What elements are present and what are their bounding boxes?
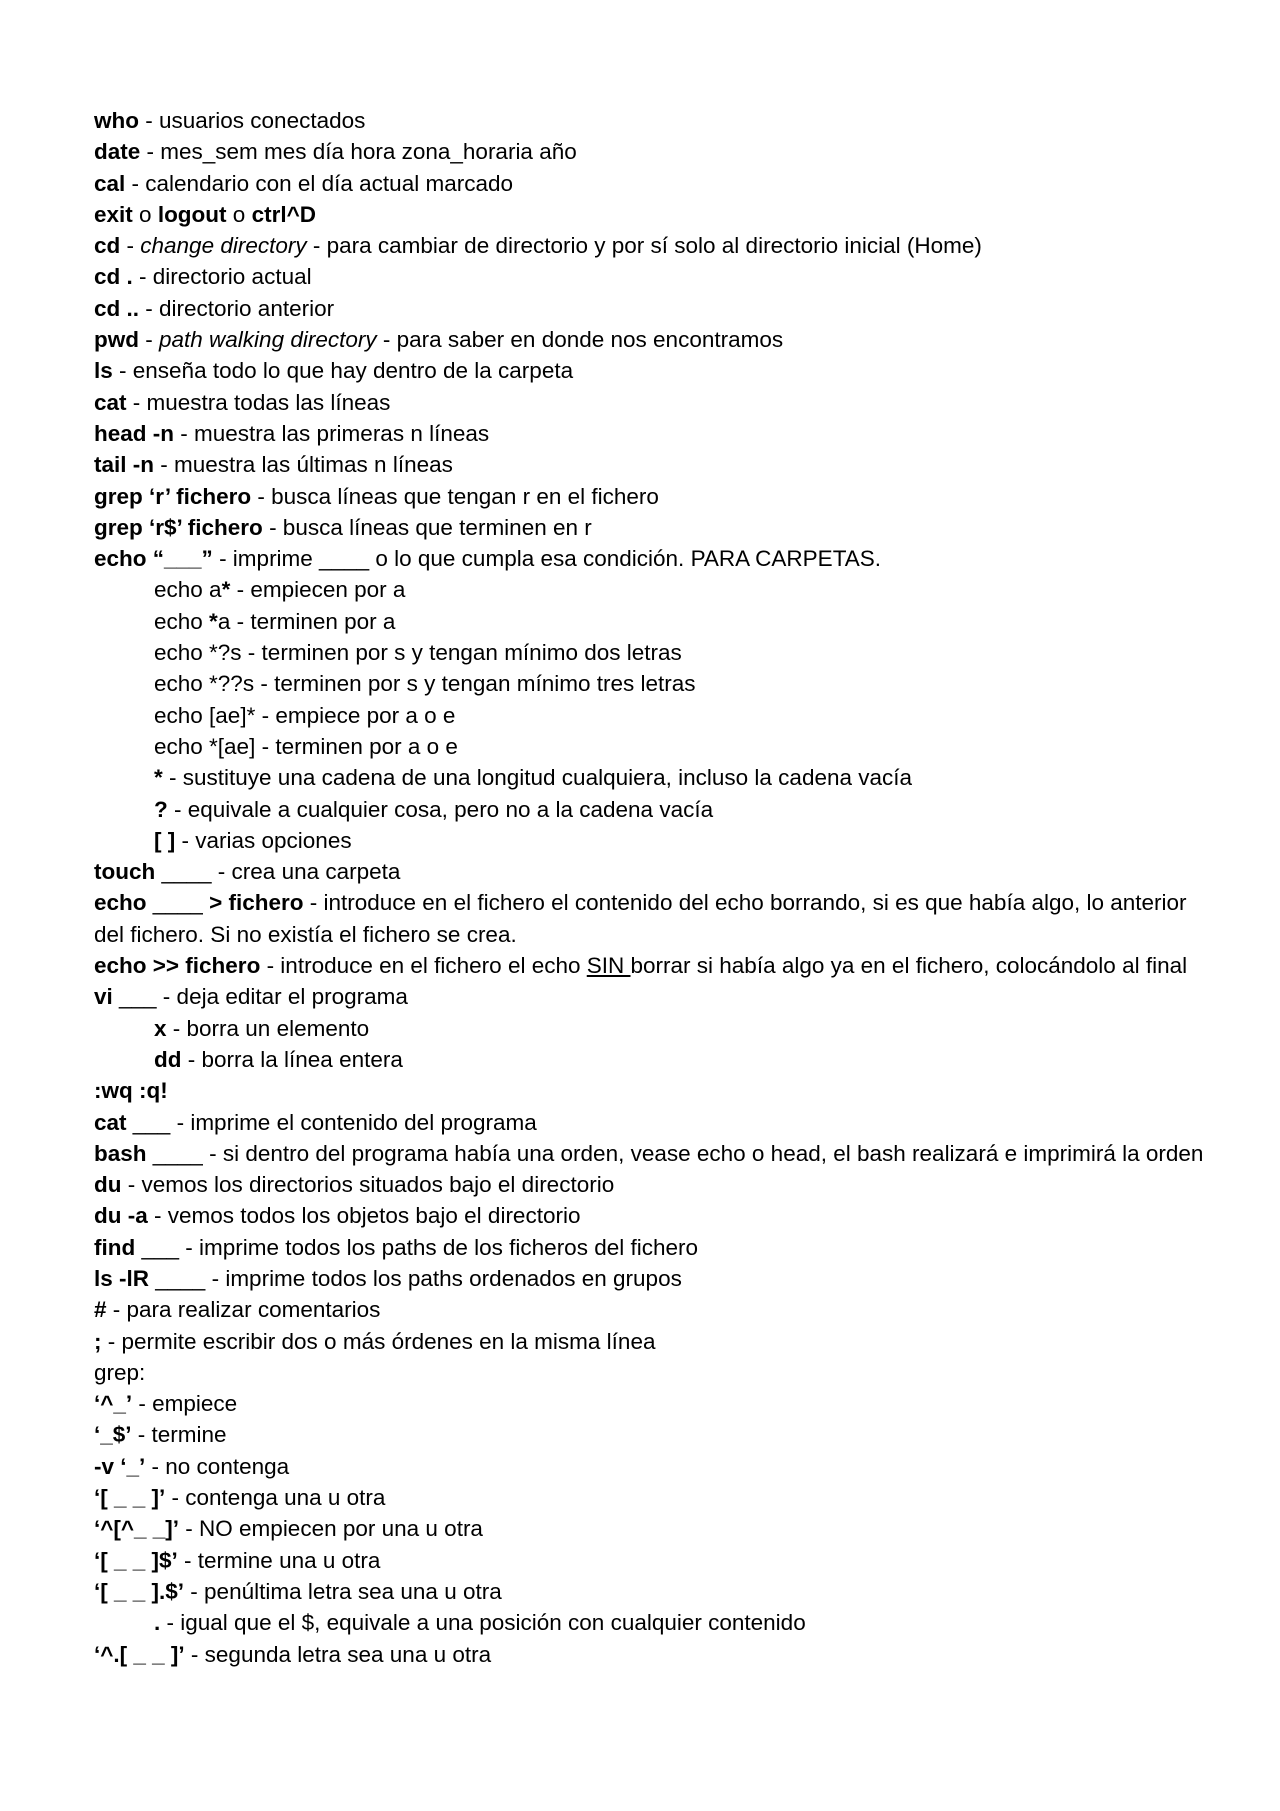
description-text: - muestra las últimas n líneas xyxy=(154,452,453,478)
command-text: exit xyxy=(94,201,133,227)
text-line xyxy=(94,324,1204,355)
text-line xyxy=(94,1169,1204,1200)
description-text: o xyxy=(132,201,158,227)
text-line xyxy=(94,199,1204,230)
command-text: date xyxy=(94,139,141,165)
indented-text-line xyxy=(94,825,1204,856)
command-text: bash xyxy=(94,1140,147,1166)
indented-text-line xyxy=(94,637,1204,668)
command-text: echo “___” xyxy=(94,546,213,572)
description-text: - introduce en el fichero el echo xyxy=(260,953,587,979)
text-line xyxy=(94,512,1204,543)
command-text: ‘[ _ _ ]’ xyxy=(94,1485,166,1511)
indented-text-line xyxy=(94,606,1204,637)
command-text: head -n xyxy=(94,420,175,446)
description-text: ___ - imprime todos los paths de los ficheros del fichero xyxy=(135,1234,699,1260)
description-text: - para cambiar de directorio y por sí solo al directorio inicial (Home) xyxy=(306,233,982,259)
description-text: - vemos los directorios situados bajo el directorio xyxy=(121,1172,615,1198)
text-line xyxy=(94,418,1204,449)
italic-text: path walking directory xyxy=(159,327,377,353)
description-text: ____ - imprime todos los paths ordenados en grupos xyxy=(149,1265,682,1291)
description-text: - para saber en donde nos encontramos xyxy=(376,327,784,353)
indented-text-line xyxy=(94,574,1204,605)
text-line xyxy=(94,355,1204,386)
command-text: ‘^_’ xyxy=(94,1391,133,1417)
underlined-text: SIN xyxy=(586,953,631,979)
description-text: echo a xyxy=(154,577,222,603)
description-text: - penúltima letra sea una u otra xyxy=(184,1578,502,1604)
text-line xyxy=(94,387,1204,418)
text-line xyxy=(94,1451,1204,1482)
description-text: - borra un elemento xyxy=(166,1015,370,1041)
description-text: - para realizar comentarios xyxy=(106,1297,381,1323)
description-text: - muestra todas las líneas xyxy=(126,389,391,415)
command-text: ‘^.[ _ _ ]’ xyxy=(94,1641,185,1667)
command-text: cd .. xyxy=(94,295,140,321)
indented-text-line xyxy=(94,1607,1204,1638)
text-line xyxy=(94,1388,1204,1419)
command-text: ‘_$’ xyxy=(94,1422,132,1448)
text-line xyxy=(94,1326,1204,1357)
description-text: - empiece xyxy=(132,1391,238,1417)
command-text: tail -n xyxy=(94,452,154,478)
description-text: - borra la línea entera xyxy=(181,1046,403,1072)
command-text: ‘^[^_ _]’ xyxy=(94,1516,180,1542)
command-text: grep ‘r$’ fichero xyxy=(94,514,263,540)
command-text: * xyxy=(209,608,218,634)
description-text: - usuarios conectados xyxy=(139,108,366,133)
command-text: :wq :q! xyxy=(94,1078,168,1104)
description-text: ____ - crea una carpeta xyxy=(155,859,401,885)
command-text: x xyxy=(154,1015,167,1041)
description-text: - termine xyxy=(131,1422,227,1448)
description-text: ___ - deja editar el programa xyxy=(112,984,408,1010)
text-line xyxy=(94,1513,1204,1544)
description-text: - xyxy=(139,327,159,353)
command-text: cd xyxy=(94,233,121,259)
description-text: - NO empiecen por una u otra xyxy=(179,1516,483,1542)
description-text: - vemos todos los objetos bajo el directorio xyxy=(147,1203,581,1229)
command-text: cal xyxy=(94,170,126,196)
description-text: - segunda letra sea una u otra xyxy=(184,1641,492,1667)
description-text: - mes_sem mes día hora zona_horaria año xyxy=(140,139,577,165)
command-text: cat xyxy=(94,1109,127,1135)
command-text: du xyxy=(94,1172,122,1198)
description-text: ____ xyxy=(146,890,210,916)
text-line xyxy=(94,1232,1204,1263)
description-text: - no contenga xyxy=(145,1453,290,1479)
text-line xyxy=(94,1357,1204,1388)
command-text: ? xyxy=(154,796,168,822)
description-text: - busca líneas que terminen en r xyxy=(262,514,592,540)
document-body xyxy=(94,105,1204,1670)
command-text: * xyxy=(221,577,231,603)
description-text: - calendario con el día actual marcado xyxy=(125,170,513,196)
command-text: du -a xyxy=(94,1203,148,1229)
text-line xyxy=(94,481,1204,512)
text-line xyxy=(94,261,1204,292)
command-text: grep ‘r’ fichero xyxy=(94,483,252,509)
command-text: > fichero xyxy=(209,890,304,916)
description-text: echo *[ae] - terminen por a o e xyxy=(154,733,458,759)
indented-text-line xyxy=(94,1013,1204,1044)
description-text: - sustituye una cadena de una longitud cualquiera, incluso la cadena vacía xyxy=(162,765,913,791)
text-line xyxy=(94,1263,1204,1294)
text-line xyxy=(94,1545,1204,1576)
text-line xyxy=(94,950,1204,981)
description-text: - empiecen por a xyxy=(230,577,406,603)
command-text: echo >> fichero xyxy=(94,953,261,979)
description-text: - varias opciones xyxy=(175,827,352,853)
text-line xyxy=(94,136,1204,167)
text-line xyxy=(94,1294,1204,1325)
command-text: # xyxy=(94,1297,107,1323)
text-line xyxy=(94,1639,1204,1670)
text-line xyxy=(94,981,1204,1012)
description-text: - equivale a cualquier cosa, pero no a la cadena vacía xyxy=(167,796,714,822)
text-line xyxy=(94,449,1204,480)
command-text: ls -lR xyxy=(94,1265,150,1291)
description-text: ____ - si dentro del programa había una orden, vease echo o head, el bash realizará e imprimirá la orden xyxy=(146,1140,1204,1166)
command-text: ctrl^D xyxy=(251,201,316,227)
text-line xyxy=(94,1419,1204,1450)
command-text: ‘[ _ _ ]$’ xyxy=(94,1547,178,1573)
command-text: cd . xyxy=(94,264,133,290)
description-text: - contenga una u otra xyxy=(165,1485,386,1511)
description-text: - directorio actual xyxy=(132,264,312,290)
description-text: o xyxy=(226,201,252,227)
indented-text-line xyxy=(94,1044,1204,1075)
command-text: -v ‘_’ xyxy=(94,1453,146,1479)
command-text: vi xyxy=(94,984,113,1010)
command-text: [ ] xyxy=(154,827,176,853)
text-line xyxy=(94,105,1204,136)
command-text: find xyxy=(94,1234,136,1260)
description-text: - enseña todo lo que hay dentro de la carpeta xyxy=(112,358,574,384)
description-text: grep: xyxy=(94,1359,146,1385)
description-text: - muestra las primeras n líneas xyxy=(174,420,490,446)
description-text: - directorio anterior xyxy=(139,295,335,321)
text-line xyxy=(94,1075,1204,1106)
description-text: - introduce en el fichero el contenido del echo borrando, si es que había algo, lo anterior del fichero. Si no existía el fichero se crea. xyxy=(94,890,1193,947)
indented-text-line xyxy=(94,700,1204,731)
description-text: ___ - imprime el contenido del programa xyxy=(126,1109,537,1135)
description-text: - busca líneas que tengan r en el fichero xyxy=(251,483,659,509)
text-line xyxy=(94,1200,1204,1231)
text-line xyxy=(94,293,1204,324)
command-text: touch xyxy=(94,859,156,885)
text-line xyxy=(94,1482,1204,1513)
command-text: pwd xyxy=(94,327,139,353)
command-text: ; xyxy=(94,1328,102,1354)
description-text: echo *??s - terminen por s y tengan mínimo tres letras xyxy=(154,671,696,697)
command-text: echo xyxy=(94,890,147,916)
command-text: cat xyxy=(94,389,127,415)
description-text: a - terminen por a xyxy=(217,608,396,634)
command-text: logout xyxy=(157,201,227,227)
description-text: - igual que el $, equivale a una posición con cualquier contenido xyxy=(160,1610,806,1636)
text-line xyxy=(94,543,1204,574)
italic-text: change directory xyxy=(140,233,307,259)
indented-text-line xyxy=(94,762,1204,793)
description-text: - imprime ____ o lo que cumpla esa condición. PARA CARPETAS. xyxy=(212,546,882,572)
indented-text-line xyxy=(94,794,1204,825)
description-text: echo xyxy=(154,608,210,634)
indented-text-line xyxy=(94,668,1204,699)
command-text: dd xyxy=(154,1046,182,1072)
description-text: echo [ae]* - empiece por a o e xyxy=(154,702,456,728)
command-text: ls xyxy=(94,358,113,384)
text-line xyxy=(94,887,1204,950)
indented-text-line xyxy=(94,731,1204,762)
text-line xyxy=(94,1576,1204,1607)
text-line xyxy=(94,230,1204,261)
description-text: echo *?s - terminen por s y tengan mínimo dos letras xyxy=(154,640,682,666)
description-text: - xyxy=(120,233,141,259)
text-line xyxy=(94,856,1204,887)
text-line xyxy=(94,168,1204,199)
description-text: - termine una u otra xyxy=(177,1547,381,1573)
command-text: ‘[ _ _ ].$’ xyxy=(94,1578,185,1604)
command-text: * xyxy=(154,765,163,791)
description-text: borrar si había algo ya en el fichero, colocándolo al final xyxy=(630,953,1188,979)
text-line xyxy=(94,1138,1204,1169)
command-text: . xyxy=(154,1610,161,1636)
text-line xyxy=(94,1107,1204,1138)
command-text: who xyxy=(94,108,139,133)
description-text: - permite escribir dos o más órdenes en la misma línea xyxy=(101,1328,656,1354)
